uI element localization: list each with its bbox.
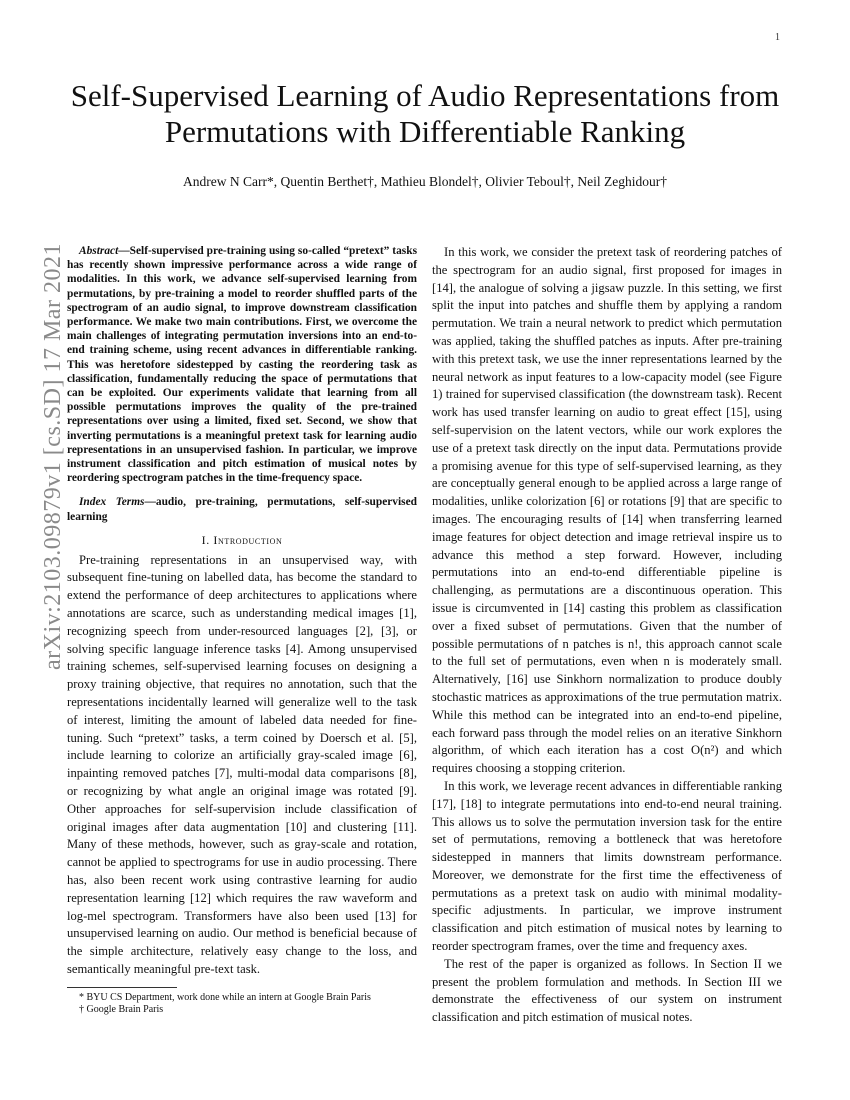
author-list: Andrew N Carr*, Quentin Berthet†, Mathieu Blondel†, Olivier Teboul†, Neil Zeghidour†: [183, 174, 667, 189]
left-column: [67, 244, 417, 1017]
section-heading: I. Introduction: [201, 532, 283, 547]
abstract-label: Abstract: [79, 245, 119, 257]
paper-title: Self-Supervised Learning of Audio Representations from Permutations with Differentiable Ranking: [70, 78, 780, 149]
body-paragraph: In this work, we leverage recent advances in differentiable ranking [17], [18] to integrate permutations into end-to-end neural training. This allows us to solve the permutation inversion task for the entire set of permutations, removing a bottleneck that was heretofore sidestepped in manners that limits downstream performance. Moreover, we demonstrate for the first time the effectiveness of permutations as a pretext task on audio with minimal modality-specific adjustments. In particular, we improve instrument classification and pitch estimation of musical notes by learning to reorder spectrogram frames, over the time and frequency axes.: [432, 778, 782, 954]
footnote-divider: [67, 987, 177, 988]
body-paragraph: In this work, we consider the pretext task of reordering patches of the spectrogram for an audio signal, first proposed for images in [14], the analogue of solving a jigsaw puzzle. In this setting, we first split the input into patches and shuffle them by applying a random permutation. We train a neural network to predict which permutation was applied, taking the shuffled patches as inputs. After pre-training with this pretext task, we use the inner representations learned by the neural network as input features to a low-capacity model (see Figure 1) trained for supervised classification (the downstream task). Recent work has used transfer learning on audio to great effect [15], using self-supervision on the latent vectors, while our work explores the use of a pretext task directly on the input data. Permutations provide a promising avenue for this type of self-supervised learning, as they are conceptually general enough to be applied across a large range of modalities, unlike colorization [6] or rotations [9] that are specific to images. The encouraging results of [14] when transferring learned image features for object detection and image retrieval inspire us to advance this method a step forward. However, including permutations into an end-to-end differentiable pipeline is challenging, as permutations are a discontinuous operation. This issue is circumvented in [14] casting this problem as classification over a fixed subset of permutations. Given that the number of possible permutations of n patches is n!, this approach cannot scale to the full set of permutations, even when n is moderately small. Alternatively, [16] use Sinkhorn normalization to produce doubly stochastic matrices as approximations of the true permutation matrix. While this method can be integrated into an end-to-end pipeline, each forward pass through the model relies on an iterative Sinkhorn algorithm, of which each iteration has a cost O(n²) and which requires choosing a stopping criterion.: [432, 245, 782, 776]
index-terms: [67, 495, 417, 523]
arxiv-stamp-text: arXiv:2103.09879v1 [cs.SD] 17 Mar 2021: [40, 243, 66, 670]
footnote-affiliation-2: † Google Brain Paris: [79, 1004, 164, 1016]
abstract-text: —Self-supervised pre-training using so-called “pretext” tasks has recently shown impressive performance across a wide range of modalities. In this work, we advance self-supervised learning from permutations, by pre-training a model to reorder shuffled parts of the spectrogram of an audio signal, to improve downstream classification performance. We make two main contributions. First, we overcome the main challenges of integrating permutation inversions into an end-to-end training scheme, using recent advances in differentiable ranking. This was heretofore sidestepped by casting the reordering task as classification, fundamentally reducing the space of permutations that can be exploited. Our experiments validate that learning from all possible permutations improves the quality of the pre-trained representations over using a limited, fixed set. Second, we show that inverting permutations is a meaningful pretext task for learning audio representations in an unsupervised fashion. In particular, we improve instrument classification and pitch estimation of musical notes by reordering spectrogram patches in the time-frequency space.: [67, 245, 417, 485]
page-number: 1: [775, 32, 780, 43]
index-terms-text: —audio, pre-training, permutations, self-supervised learning: [67, 496, 417, 523]
body-paragraph: The rest of the paper is organized as follows. In Section II we present the problem formulation and methods. In Section III we demonstrate the effectiveness of our system on instrument classification and pitch estimation of musical notes.: [432, 956, 782, 1025]
index-terms-label: Index Terms: [79, 496, 145, 509]
intro-paragraph: Pre-training representations in an unsupervised way, with subsequent fine-tuning on labelled data, has become the standard to extend the performance of deep architectures to applications where annotations are scarce, such as understanding medical images [1], recognizing speech from under-resourced languages [2], [3], or solving specific language inference tasks [4]. Among unsupervised training schemes, self-supervised learning focuses on designing a proxy training objective, that requires no annotation, such that the representations incidentally learned will generalize well to the task of interest, limiting the amount of labeled data needed for fine-tuning. Such “pretext” tasks, a term coined by Doersch et al. [5], include learning to colorize an artificially gray-scaled image [6], inpainting removed patches [7], multi-modal data comparisons [8], or recognizing by what angle an original image was rotated [9]. Other approaches for self-supervision include classification of original images after data augmentation [10] and clustering [11]. Many of these methods, however, such as gray-scale and rotation, cannot be applied to spectrograms for use in audio processing. There has, also been recent work using contrastive learning for audio representation learning [12] which requires the raw waveform and log-mel spectrogram. Transformers have also been used [13] for unsupervised learning on audio. Our method is beneficial because of the simple architecture, relatively easy change to the loss, and semantically meaningful pre-text task.: [67, 552, 417, 976]
right-column: [432, 244, 782, 1027]
footnote-affiliation-1: * BYU CS Department, work done while an intern at Google Brain Paris: [79, 991, 371, 1003]
abstract: [67, 244, 417, 485]
